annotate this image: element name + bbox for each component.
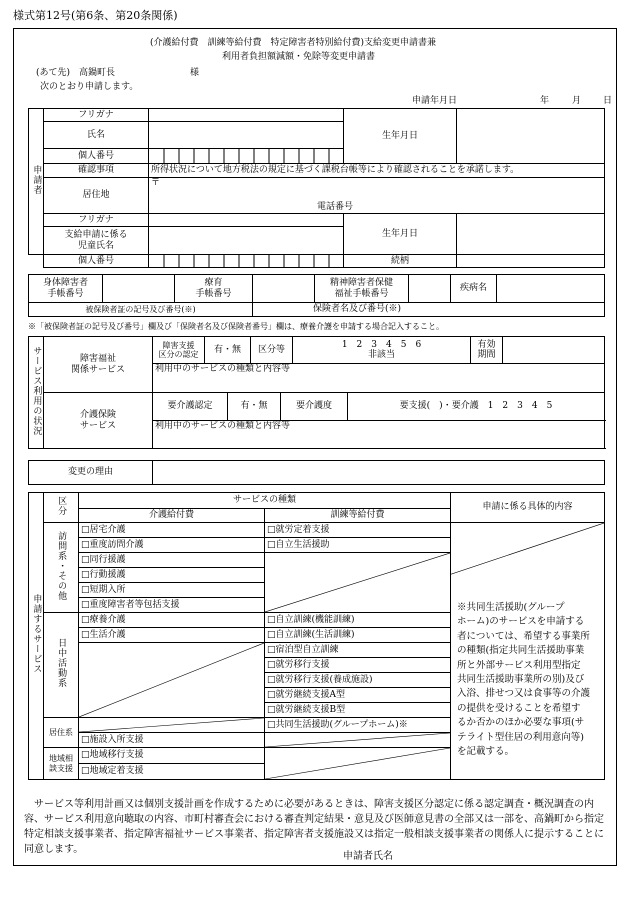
name-label: 氏名 <box>44 122 149 149</box>
child-id-number-field[interactable] <box>149 255 344 268</box>
disease-field[interactable] <box>497 275 605 303</box>
disease-label: 疾病名 <box>451 275 497 303</box>
service-checkbox-seikatsu-kaigo[interactable]: □生活介護 <box>79 628 265 643</box>
form-title-line1: (介護給付費 訓練等給付費 特定障害者特別給付費)支給変更申請書兼 <box>150 38 437 48</box>
welfare-in-use-label: 利用中のサービスの種類と内容等 <box>155 364 291 374</box>
honorific: 様 <box>190 68 200 78</box>
grouphome-note-line: の種類(指定共同生活援助事業 <box>457 645 585 657</box>
care-cert-label: 要介護認定 <box>153 393 228 420</box>
class-label: 区分等 <box>251 337 293 364</box>
residential-training-empty <box>265 733 451 748</box>
signature-label: 申請者氏名 <box>343 851 393 862</box>
date-day: 日 <box>603 96 613 106</box>
confirm-label: 確認事項 <box>44 164 149 178</box>
grouphome-note-line: るか否かのほか必要な事項(サ <box>457 717 585 729</box>
name-field[interactable] <box>149 122 344 149</box>
service-checkbox-chiiki-iko[interactable]: □地域移行支援 <box>79 748 265 764</box>
care-yes-no[interactable]: 有・無 <box>228 393 281 420</box>
service-checkbox-doko[interactable]: □同行援護 <box>79 553 265 568</box>
valid-period-label: 有効 期間 <box>471 337 503 364</box>
support-yes-no[interactable]: 有・無 <box>205 337 251 364</box>
applicant-table <box>28 108 605 268</box>
form-title-line2: 利用者負担額減額・免除等変更申請書 <box>222 52 376 62</box>
grouphome-note-line: 所と外部サービス利用型指定 <box>457 659 581 671</box>
postal-mark: 〒 <box>151 178 161 188</box>
category-header: 区分 <box>44 493 79 523</box>
address-field[interactable] <box>149 178 605 214</box>
grouphome-note-line: ※共同生活援助(グループ <box>457 602 565 613</box>
grouphome-note-line: の提供を受けることを希望す <box>457 702 581 714</box>
date-label: 申請年月日 <box>412 96 458 106</box>
certificate-table <box>28 274 605 317</box>
child-birth-label: 生年月日 <box>344 214 457 255</box>
birth-field[interactable] <box>457 109 605 164</box>
id-number-label: 個人番号 <box>44 149 149 164</box>
change-reason-table <box>28 460 605 485</box>
valid-period-field[interactable] <box>503 337 605 364</box>
day-care-diagonal <box>79 643 264 717</box>
grouphome-note-line: テライト型住居の利用意向等) <box>457 731 584 743</box>
applicant-section-label: 申請者 <box>29 109 44 255</box>
child-name-label: 支給申請に係る 児童氏名 <box>44 227 149 255</box>
service-checkbox-shuro-iko[interactable]: □就労移行支援 <box>265 658 451 673</box>
service-checkbox-keizoku-b[interactable]: □就労継続支援B型 <box>265 703 451 718</box>
services-section-label: 申請するサービス <box>29 493 44 780</box>
confirm-text: 所得状況について地方税法の規定に基づく課税台帳等により確認されることを承諾します。 <box>149 164 605 178</box>
visit-training-diagonal <box>265 553 450 612</box>
service-status-table <box>28 336 605 449</box>
change-reason-field[interactable] <box>153 461 605 485</box>
grouphome-note <box>457 601 590 759</box>
physical-cert-label: 身体障害者 手帳番号 <box>29 275 103 303</box>
service-checkbox-hokatsu[interactable]: □重度障害者等包括支援 <box>79 598 265 613</box>
furigana-field[interactable] <box>149 109 344 122</box>
service-checkbox-kodo[interactable]: □行動援護 <box>79 568 265 583</box>
intro-text: 次のとおり申請します。 <box>40 82 139 92</box>
community-diagonal <box>265 748 450 779</box>
service-type-header: サービスの種類 <box>79 493 451 509</box>
residential-care-empty <box>79 718 265 733</box>
detail-field[interactable] <box>451 523 605 780</box>
service-checkbox-jiritsu-seikatsu[interactable]: □自立生活援助 <box>265 538 451 553</box>
insured-no-label: 被保険者証の記号及び番号(※) <box>29 303 253 317</box>
service-checkbox-kyotaku[interactable]: □居宅介護 <box>79 523 265 538</box>
child-birth-field[interactable] <box>457 214 605 255</box>
care-support-values[interactable]: 要支援( )・要介護 1 2 3 4 5 <box>399 401 553 412</box>
relation-label: 続柄 <box>344 255 457 268</box>
service-checkbox-shuro-iko-yosei[interactable]: □就労移行支援(養成施設) <box>265 673 451 688</box>
grouphome-note-line: ホーム)のサービスを申請する <box>457 616 585 628</box>
care-benefits-header: 介護給付費 <box>79 509 265 523</box>
child-id-number-label: 個人番号 <box>44 255 149 268</box>
visit-training-empty <box>265 553 451 613</box>
id-number-field[interactable] <box>149 149 344 164</box>
insurer-no-label: 保険者名及び番号(※) <box>313 304 402 315</box>
care-cert-row <box>153 393 605 421</box>
service-checkbox-keizoku-a[interactable]: □就労継続支援A型 <box>265 688 451 703</box>
residential-training-diagonal <box>265 733 450 747</box>
service-checkbox-grouphome[interactable]: □共同生活援助(グループホーム)※ <box>265 718 451 733</box>
child-name-field[interactable] <box>149 227 344 255</box>
grouphome-note-line: 入浴、排せつ又は食事等の介護 <box>457 688 591 700</box>
ryoiku-cert-label: 療育 手帳番号 <box>175 275 253 303</box>
welfare-service-label: 障害福祉 関係サービス <box>44 337 153 393</box>
child-furigana-label: フリガナ <box>44 214 149 227</box>
care-service-label: 介護保険 サービス <box>44 393 153 449</box>
service-checkbox-shukuhaku[interactable]: □宿泊型自立訓練 <box>265 643 451 658</box>
service-checkbox-shisetsu-nyusho[interactable]: □施設入所支援 <box>79 733 265 748</box>
physical-cert-field[interactable] <box>103 275 175 303</box>
service-checkbox-judo-homon[interactable]: □重度訪問介護 <box>79 538 265 553</box>
child-furigana-field[interactable] <box>149 214 344 227</box>
care-degree-label: 要介護度 <box>281 393 348 420</box>
service-checkbox-shuro-teichaku[interactable]: □就労定着支援 <box>265 523 451 538</box>
visit-group-label: 訪問系・その他 <box>44 523 79 613</box>
community-training-empty <box>265 748 451 780</box>
grouphome-note-line: 者については、希望する事業所 <box>457 630 590 642</box>
consent-text: サービス等利用計画又は個別支援計画を作成するために必要があるときは、障害支援区分認定に係る認定調査・概況調査の内容、サービス利用意向聴取の内容、市町村審査会における審査判定結果・意見及び医師意見書の全部又は一部を、高鍋町から指定特定相談支援事業者、指定障害福祉サービス事業者、指定障害者支援施設又は指定一般相談支援事業者の関係人に提示することに同意します。 <box>24 799 604 855</box>
service-checkbox-tanki[interactable]: □短期入所 <box>79 583 265 598</box>
relation-field[interactable] <box>457 255 605 268</box>
class-values[interactable]: 1 2 3 4 5 6 非該当 <box>293 337 471 364</box>
service-checkbox-kino-kunren[interactable]: □自立訓練(機能訓練) <box>265 613 451 628</box>
signature-field[interactable] <box>400 848 600 862</box>
mental-cert-field[interactable] <box>409 275 451 303</box>
change-reason-label: 変更の理由 <box>29 461 153 485</box>
training-benefits-header: 訓練等給付費 <box>265 509 451 523</box>
service-checkbox-chiiki-teichaku[interactable]: □地域定着支援 <box>79 764 265 780</box>
welfare-in-use-field[interactable] <box>153 364 605 393</box>
mental-cert-label: 精神障害者保健 福祉手帳番号 <box>315 275 409 303</box>
support-cert-label: 障害支援 区分の認定 <box>153 337 205 364</box>
phone-label: 電話番号 <box>317 201 354 212</box>
detail-header: 申請に係る具体的内容 <box>451 493 605 523</box>
service-checkbox-seikatsu-kunren[interactable]: □自立訓練(生活訓練) <box>265 628 451 643</box>
day-group-label: 日中活動系 <box>44 613 79 718</box>
date-month: 月 <box>572 96 582 106</box>
date-year: 年 <box>540 96 550 106</box>
insurer-cell[interactable] <box>253 303 605 317</box>
care-in-use-label: 利用中のサービスの種類と内容等 <box>155 421 291 431</box>
furigana-label: フリガナ <box>44 109 149 122</box>
grouphome-note-line: を記載する。 <box>457 746 515 758</box>
birth-label: 生年月日 <box>344 109 457 164</box>
service-status-section-label: サービス利用の状況 <box>29 337 44 449</box>
address-label: 居住地 <box>44 178 149 214</box>
care-in-use-field[interactable] <box>153 421 605 449</box>
grouphome-note-line: 共同生活援助事業所の別)及び <box>457 674 585 686</box>
ryoiku-cert-field[interactable] <box>253 275 315 303</box>
residential-diagonal <box>79 718 264 732</box>
residential-group-label: 居住系 <box>44 718 79 748</box>
form-number: 様式第12号(第6条、第20条関係) <box>13 9 178 22</box>
day-care-empty <box>79 643 265 718</box>
service-checkbox-ryoyo[interactable]: □療養介護 <box>79 613 265 628</box>
community-group-label: 地域相談支援 <box>44 748 79 780</box>
insurance-note: ※「被保険者証の記号及び番号」欄及び「保険者名及び保険者番号」欄は、療養介護を申請する場合記入すること。 <box>28 322 444 331</box>
addressee: (あて先) 高鍋町長 <box>36 68 116 78</box>
services-table <box>28 492 605 780</box>
